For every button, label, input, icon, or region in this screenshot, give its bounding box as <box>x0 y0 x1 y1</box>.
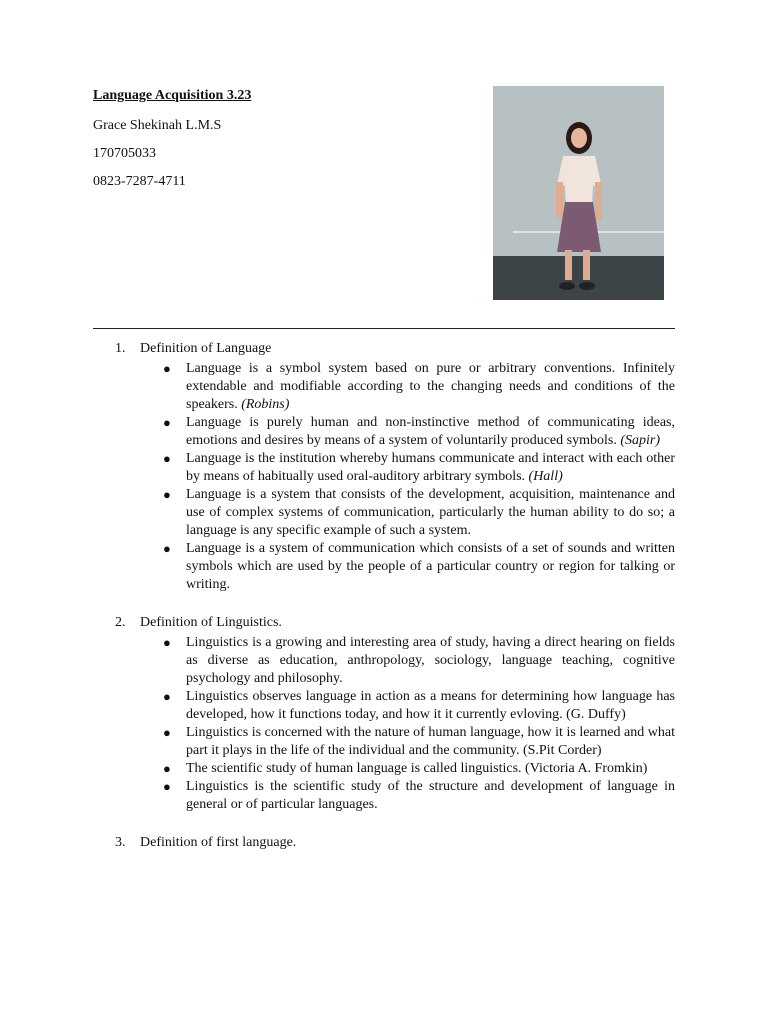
bullet-list <box>93 360 675 594</box>
section-title <box>93 834 675 852</box>
list-item <box>93 450 675 486</box>
list-item <box>93 540 675 594</box>
section-2 <box>93 614 675 814</box>
list-item-text: Linguistics is the scientific study of the structure and development of language in general or of particular languages. <box>186 779 675 812</box>
section-title-text: Definition of first language. <box>140 835 297 850</box>
list-item-text: Language is a symbol system based on pure or arbitrary conventions. Infinitely extendable and modifiable according to the changing needs and conditions of the speakers. <box>186 361 675 412</box>
list-item <box>93 634 675 688</box>
section-title-text: Definition of Linguistics. <box>140 615 282 630</box>
portrait-illustration <box>493 86 664 300</box>
list-item-text: Language is purely human and non-instinctive method of communicating ideas, emotions and desires by means of a system of voluntarily produced symbols. <box>186 415 675 448</box>
phone-number: 0823-7287-4711 <box>93 174 186 189</box>
section-number: 1. <box>115 341 126 356</box>
student-id: 170705033 <box>93 146 156 161</box>
section-number: 2. <box>115 615 126 630</box>
bullet-icon: ● <box>163 635 171 650</box>
bullet-icon: ● <box>163 725 171 740</box>
bullet-icon: ● <box>163 415 171 430</box>
list-item <box>93 724 675 760</box>
list-item-text: Language is a system of communication which consists of a set of sounds and written symbols which are used by the people of a particular country or region for talking or writing. <box>186 541 675 592</box>
bullet-icon: ● <box>163 541 171 556</box>
list-item <box>93 486 675 540</box>
bullet-icon: ● <box>163 761 171 776</box>
bullet-icon: ● <box>163 487 171 502</box>
section-title <box>93 614 675 632</box>
document-header <box>93 88 251 202</box>
list-item <box>93 778 675 814</box>
bullet-icon: ● <box>163 779 171 794</box>
document-title: Language Acquisition 3.23 <box>93 88 252 103</box>
section-number: 3. <box>115 835 126 850</box>
bullet-list <box>93 634 675 814</box>
list-item <box>93 688 675 724</box>
document-body <box>93 340 675 872</box>
list-item <box>93 760 675 778</box>
citation: (Robins) <box>241 397 290 412</box>
list-item-text: Language is the institution whereby humans communicate and interact with each other by means of habitually used oral-auditory arbitrary symbols. <box>186 451 675 484</box>
list-item <box>93 414 675 450</box>
section-title <box>93 340 675 358</box>
header-divider <box>93 328 675 329</box>
list-item-text: The scientific study of human language is called linguistics. (Victoria A. Fromkin) <box>186 761 648 776</box>
bullet-icon: ● <box>163 451 171 466</box>
list-item-text: Linguistics observes language in action as a means for determining how language has developed, how it functions today, and how it it currently evloving. (G. Duffy) <box>186 689 675 722</box>
section-title-text: Definition of Language <box>140 341 272 356</box>
author-photo <box>493 86 664 300</box>
author-name: Grace Shekinah L.M.S <box>93 118 222 133</box>
citation: (Sapir) <box>620 433 660 448</box>
citation: (Hall) <box>528 469 563 484</box>
list-item-text: Linguistics is a growing and interesting area of study, having a direct hearing on fields as diverse as education, anthropology, sociology, language teaching, cognitive psychology and philosophy. <box>186 635 675 686</box>
list-item-text: Language is a system that consists of the development, acquisition, maintenance and use of complex systems of communication, particularly the human ability to do so; a language is any specific example of such a system. <box>186 487 675 538</box>
section-1 <box>93 340 675 594</box>
list-item <box>93 360 675 414</box>
section-3 <box>93 834 675 852</box>
list-item-text: Linguistics is concerned with the nature of human language, how it is learned and what part it plays in the life of the individual and the community. (S.Pit Corder) <box>186 725 675 758</box>
bullet-icon: ● <box>163 361 171 376</box>
bullet-icon: ● <box>163 689 171 704</box>
